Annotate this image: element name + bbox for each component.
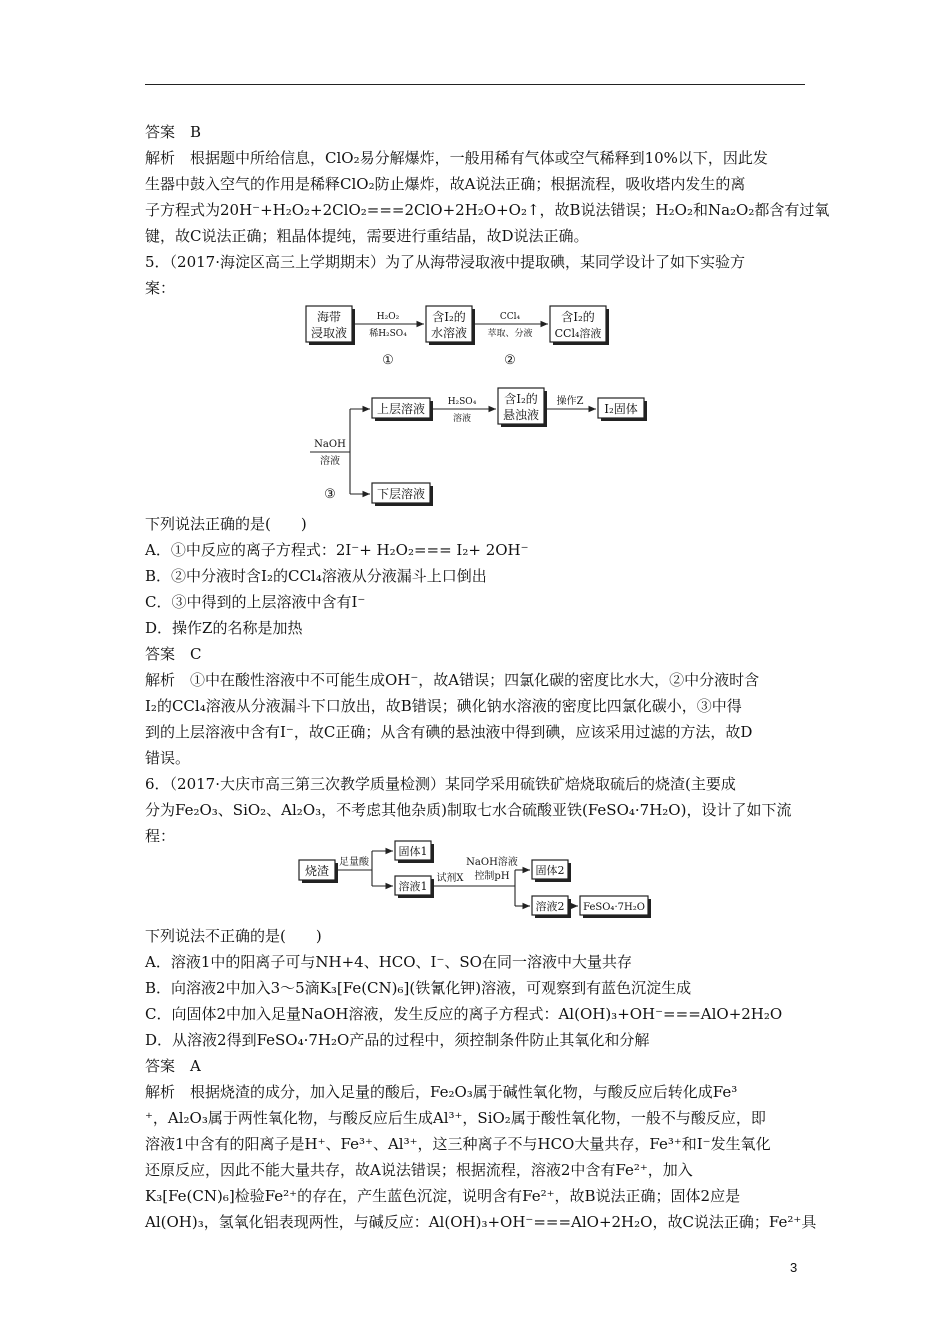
analysis-4-line1: 解析 根据题中所给信息，ClO₂易分解爆炸，一般用稀有气体或空气稀释到10%以下，因此发 bbox=[145, 149, 768, 167]
question-5-line1: 5．（2017·海淀区高三上学期期末）为了从海带浸取液中提取碘，某同学设计了如下实验方 bbox=[145, 253, 745, 271]
arrow4-label: 操作Z bbox=[556, 396, 584, 407]
option-5c: C．③中得到的上层溶液中含有I⁻ bbox=[145, 593, 366, 611]
arrow2-top: CCl₄ bbox=[499, 312, 521, 322]
question-6-line3: 程： bbox=[145, 827, 176, 845]
answer-5: 答案 C bbox=[145, 645, 202, 663]
option-6a: A．溶液1中的阳离子可与NH+4、HCO、I⁻、SO在同一溶液中大量共存 bbox=[145, 953, 632, 971]
answer-4: 答案 B bbox=[145, 123, 202, 141]
option-6d: D．从溶液2得到FeSO₄·7H₂O产品的过程中，须控制条件防止其氧化和分解 bbox=[145, 1031, 650, 1049]
iodine-solid-label: I₂固体 bbox=[604, 402, 638, 416]
analysis-6-line1: 解析 根据烧渣的成分，加入足量的酸后，Fe₂O₃属于碱性氧化物，与酸反应后转化成Fe³ bbox=[145, 1083, 738, 1101]
step-1-label: ① bbox=[382, 353, 394, 368]
option-5b: B．②中分液时含I₂的CCl₄溶液从分液漏斗上口倒出 bbox=[145, 567, 487, 585]
iodine-ccl4-line1: 含I₂的 bbox=[561, 310, 595, 324]
analysis-6-line5: K₃[Fe(CN)₆]检验Fe²⁺的存在，产生蓝色沉淀，说明含有Fe²⁺，故B说法正确；固体2应是 bbox=[145, 1187, 741, 1205]
reagent-x-label: 试剂X bbox=[436, 873, 464, 884]
analysis-5-line3: 到的上层溶液中含有I⁻，故C正确；从含有碘的悬浊液中得到碘，应该采用过滤的方法，故D bbox=[145, 723, 753, 741]
analysis-4-line3: 子方程式为20H⁻+H₂O₂+2ClO₂===2ClO+2H₂O+O₂↑，故B说法错误；H₂O₂和Na₂O₂都含有过氧 bbox=[145, 201, 830, 219]
answer-6: 答案 A bbox=[145, 1057, 201, 1075]
seaweed-line2: 浸取液 bbox=[310, 326, 348, 340]
question-6-prompt: 下列说法不正确的是( ) bbox=[145, 927, 322, 945]
naoh-top: NaOH bbox=[314, 439, 346, 450]
iodine-water-line1: 含I₂的 bbox=[432, 310, 466, 324]
option-6b: B．向溶液2中加入3～5滴K₃[Fe(CN)₆](铁氰化钾)溶液，可观察到有蓝色沉淀生成 bbox=[145, 979, 692, 997]
analysis-5-line1: 解析 ①中在酸性溶液中不可能生成OH⁻，故A错误；四氯化碳的密度比水大，②中分液时含 bbox=[145, 671, 760, 689]
iodine-water-line2: 水溶液 bbox=[430, 326, 468, 340]
seaweed-line1: 海带 bbox=[316, 310, 342, 324]
solution2-label: 溶液2 bbox=[535, 900, 565, 913]
page-number: 3 bbox=[790, 1260, 798, 1275]
arrow3-top: H₂SO₄ bbox=[447, 397, 477, 407]
solid2-label: 固体2 bbox=[535, 864, 565, 877]
step-3-label: ③ bbox=[324, 487, 336, 502]
option-5a: A．①中反应的离子方程式：2I⁻+ H₂O₂=== I₂+ 2OH⁻ bbox=[145, 541, 529, 559]
naoh-control-line1: NaOH溶液 bbox=[466, 857, 518, 868]
arrow1-top: H₂O₂ bbox=[376, 312, 400, 322]
arrow3-bottom: 溶液 bbox=[452, 414, 472, 424]
analysis-6-line6: Al(OH)₃，氢氧化铝表现两性，与碱反应：Al(OH)₃+OH⁻===AlO+2H₂O，故C说法正确；Fe²⁺具 bbox=[145, 1213, 817, 1231]
question-6-line2: 分为Fe₂O₃、SiO₂、Al₂O₃，不考虑其他杂质)制取七水合硫酸亚铁(FeSO₄·7H₂O)，设计了如下流 bbox=[145, 801, 792, 819]
question-6-line1: 6．（2017·大庆市高三第三次教学质量检测）某同学采用硫铁矿焙烧取硫后的烧渣(主要成 bbox=[145, 775, 736, 793]
analysis-6-line2: ⁺，Al₂O₃属于两性氧化物，与酸反应后生成Al³⁺，SiO₂属于酸性氧化物，一般不与酸反应，即 bbox=[145, 1109, 766, 1127]
iodine-ccl4-line2: CCl₄溶液 bbox=[554, 327, 602, 340]
arrow2-bottom: 萃取、分液 bbox=[487, 329, 533, 339]
analysis-4-line2: 生器中鼓入空气的作用是稀释ClO₂防止爆炸，故A说法正确；根据流程，吸收塔内发生的离 bbox=[145, 175, 746, 193]
arrow1-bottom: 稀H₂SO₄ bbox=[369, 329, 407, 339]
naoh-bottom: 溶液 bbox=[320, 456, 340, 467]
option-6c: C．向固体2中加入足量NaOH溶液，发生反应的离子方程式：Al(OH)₃+OH⁻===AlO+2H₂O bbox=[145, 1005, 783, 1023]
option-5d: D．操作Z的名称是加热 bbox=[145, 619, 303, 637]
naoh-control-line2: 控制pH bbox=[474, 871, 510, 882]
upper-layer-label: 上层溶液 bbox=[376, 402, 426, 416]
solid1-label: 固体1 bbox=[398, 845, 428, 858]
analysis-5-line4: 错误。 bbox=[145, 749, 191, 767]
cinder-label: 烧渣 bbox=[304, 864, 330, 878]
suspension-line1: 含I₂的 bbox=[504, 392, 538, 406]
analysis-5-line2: I₂的CCl₄溶液从分液漏斗下口放出，故B错误；碘化钠水溶液的密度比四氯化碳小，③中得 bbox=[145, 697, 742, 715]
analysis-6-line4: 还原反应，因此不能大量共存，故A说法错误；根据流程，溶液2中含有Fe²⁺，加入 bbox=[145, 1161, 693, 1179]
suspension-line2: 悬浊液 bbox=[502, 408, 540, 422]
acid-label: 足量酸 bbox=[339, 857, 369, 868]
product-label: FeSO₄·7H₂O bbox=[583, 902, 645, 913]
question-5-prompt: 下列说法正确的是( ) bbox=[145, 515, 307, 533]
step-2-label: ② bbox=[504, 353, 516, 368]
analysis-6-line3: 溶液1中含有的阳离子是H⁺、Fe³⁺、Al³⁺，这三种离子不与HCO大量共存，Fe³⁺和I⁻发生氧化 bbox=[145, 1135, 771, 1153]
analysis-4-line4: 键，故C说法正确；粗晶体提纯，需要进行重结晶，故D说法正确。 bbox=[145, 227, 589, 245]
question-5-line2: 案： bbox=[145, 279, 176, 297]
solution1-label: 溶液1 bbox=[398, 880, 428, 893]
lower-layer-label: 下层溶液 bbox=[376, 487, 426, 501]
